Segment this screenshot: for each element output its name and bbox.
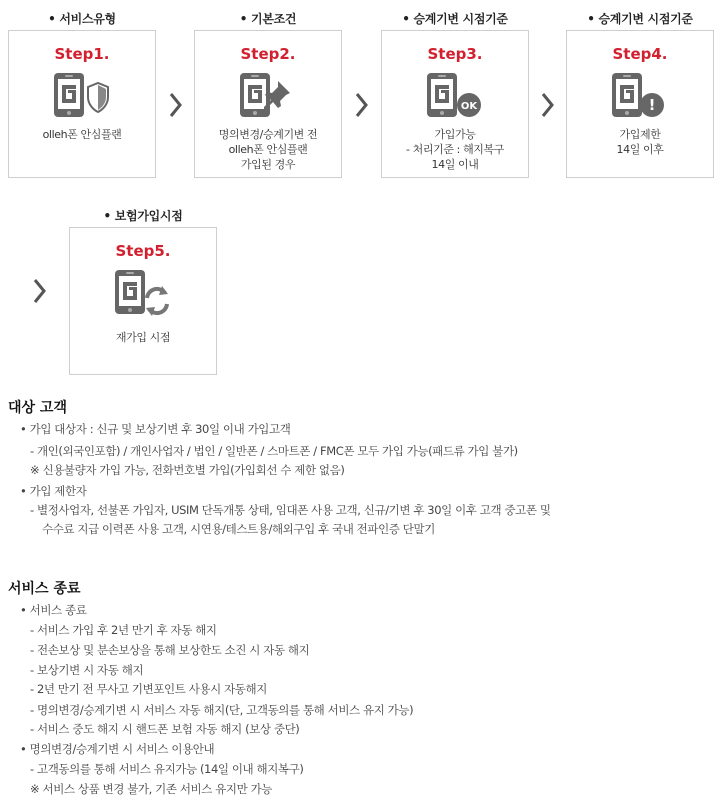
step-title: Step1.	[54, 45, 110, 63]
step-desc-line: 14일 이후	[616, 143, 664, 156]
chevron-right-icon	[30, 276, 50, 306]
warning-badge-text: !	[648, 96, 656, 114]
step-desc-line: - 처리기준 : 해지복구	[406, 143, 504, 156]
list-item: - 서비스 중도 해지 시 핸드폰 보험 자동 해지 (보상 중단)	[30, 722, 300, 736]
chevron-right-icon	[538, 90, 558, 120]
list-item: ※ 서비스 상품 변경 불가, 기존 서비스 유지만 가능	[30, 782, 273, 796]
step-desc	[195, 127, 341, 172]
step-label: • 서비스유형	[48, 12, 116, 26]
step-box	[194, 30, 342, 178]
step-desc	[382, 127, 528, 172]
step-desc-line: 가입된 경우	[240, 158, 296, 171]
phone-ok-icon	[425, 71, 485, 121]
step-title: Step4.	[612, 45, 668, 63]
list-item: - 전손보상 및 분손보상을 통해 보상한도 소진 시 자동 해지	[30, 643, 310, 657]
step-label: • 보험가입시점	[103, 209, 183, 223]
chevron-right-icon	[166, 90, 186, 120]
step-desc	[70, 330, 216, 345]
list-item: • 가입 대상자 : 신규 및 보상기변 후 30일 이내 가입고객	[20, 422, 291, 436]
phone-refresh-icon	[113, 268, 173, 318]
step-label: • 기본조건	[239, 12, 297, 26]
step-desc-line: 명의변경/승계기변 전	[218, 128, 318, 141]
section-title-end: 서비스 종료	[8, 581, 81, 597]
list-item: - 개인(외국인포함) / 개인사업자 / 법인 / 일반폰 / 스마트폰 / FMC폰 모두 가입 가능(패드류 가입 불가)	[30, 444, 518, 458]
list-item: - 보상기변 시 자동 해지	[30, 663, 144, 677]
list-item: • 명의변경/승계기변 시 서비스 이용안내	[20, 742, 215, 756]
step-title: Step2.	[240, 45, 296, 63]
step-label: • 승계기변 시점기준	[402, 12, 508, 26]
step-desc-line: olleh폰 안심플랜	[42, 128, 122, 141]
list-item: - 명의변경/승계기변 시 서비스 자동 해지(단, 고객동의를 통해 서비스 유지 가능)	[30, 703, 414, 717]
step-desc-line: 가입가능	[434, 128, 476, 141]
list-item: 수수료 지급 이력폰 사용 고객, 시연용/테스트용/해외구입 후 국내 전파인증 단말기	[42, 522, 435, 536]
step-box	[69, 227, 217, 375]
step-title: Step5.	[115, 242, 171, 260]
step-desc-line: 가입제한	[619, 128, 661, 141]
step-box	[381, 30, 529, 178]
phone-pin-icon	[238, 71, 298, 121]
list-item: - 서비스 가입 후 2년 만기 후 자동 해지	[30, 623, 217, 637]
step-desc-line: 재가입 시점	[115, 331, 171, 344]
phone-warning-icon	[610, 71, 670, 121]
list-item: • 서비스 종료	[20, 603, 87, 617]
chevron-right-icon	[352, 90, 372, 120]
section-title-target: 대상 고객	[8, 400, 67, 416]
step-desc-line: olleh폰 안심플랜	[228, 143, 308, 156]
list-item: - 2년 만기 전 무사고 기변포인트 사용시 자동해지	[30, 682, 267, 696]
step-box	[566, 30, 714, 178]
list-item: ※ 신용불량자 가입 가능, 전화번호별 가입(가입회선 수 제한 없음)	[30, 463, 345, 477]
step-title: Step3.	[427, 45, 483, 63]
step-desc-line: 14일 이내	[431, 158, 479, 171]
list-item: • 가입 제한자	[20, 484, 87, 498]
step-desc	[567, 127, 713, 157]
list-item: - 고객동의를 통해 서비스 유지가능 (14일 이내 해지복구)	[30, 762, 304, 776]
step-label: • 승계기변 시점기준	[587, 12, 693, 26]
step-desc	[9, 127, 155, 142]
step-box	[8, 30, 156, 178]
ok-badge-text: OK	[460, 101, 478, 112]
list-item: - 별정사업자, 선불폰 가입자, USIM 단독개통 상태, 임대폰 사용 고객, 신규/기변 후 30일 이후 고객 중고폰 및	[30, 503, 551, 517]
phone-shield-icon	[52, 71, 112, 121]
